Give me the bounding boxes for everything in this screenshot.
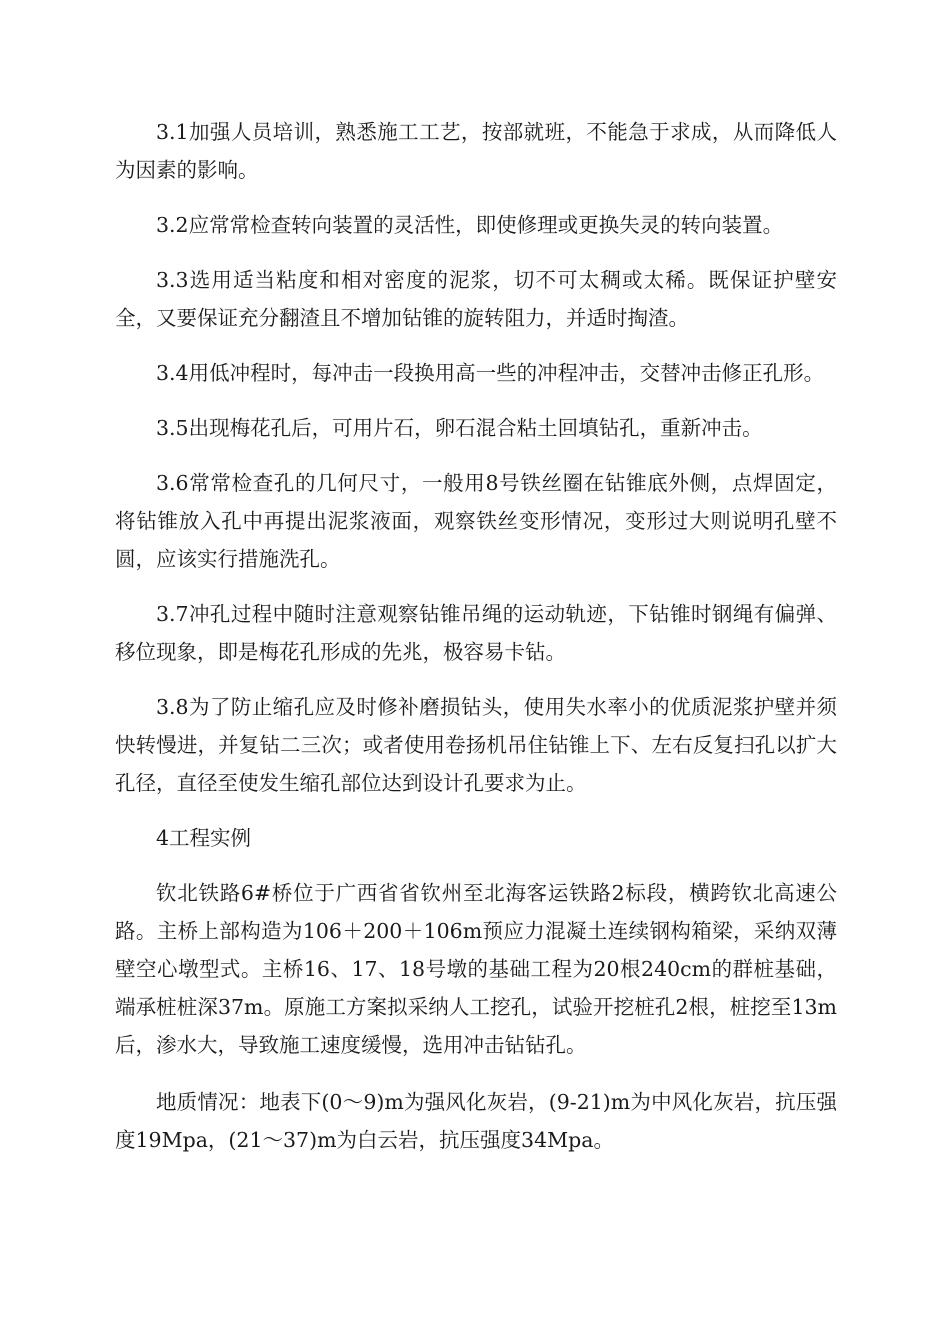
example-paragraph: 钦北铁路6#桥位于广西省省钦州至北海客运铁路2标段，横跨钦北高速公路。主桥上部构造为106＋200＋106m预应力混凝土连续钢构箱梁，采纳双薄壁空心墩型式。主桥16、17、18号墩的基础工程为20根240cm的群桩基础，端承桩桩深37m。原施工方案拟采纳人工挖孔，试验开挖桩孔2根，桩挖至13m后，渗水大，导致施工速度缓慢，选用冲击钻钻孔。 (115, 881, 837, 1057)
section-heading: 4工程实例 (156, 826, 252, 850)
paragraph-3-5: 3.5出现梅花孔后，可用片石，卵石混合粘土回填钻孔，重新冲击。 (156, 416, 763, 440)
document-body (115, 113, 837, 1176)
paragraph-3-6: 3.6常常检查孔的几何尺寸，一般用8号铁丝圈在钻锥底外侧，点焊固定，将钻锥放入孔中再提出泥浆液面，观察铁丝变形情况，变形过大则说明孔壁不圆，应该实行措施洗孔。 (115, 471, 837, 571)
paragraph-3-4: 3.4用低冲程时，每冲击一段换用高一些的冲程冲击，交替冲击修正孔形。 (156, 361, 825, 385)
paragraph-3-3: 3.3选用适当粘度和相对密度的泥浆，切不可太稠或太稀。既保证护壁安全，又要保证充分翻渣且不增加钻锥的旋转阻力，并适时掏渣。 (115, 268, 837, 330)
paragraph-3-2: 3.2应常常检查转向装置的灵活性，即使修理或更换失灵的转向装置。 (156, 213, 784, 237)
paragraph-3-7: 3.7冲孔过程中随时注意观察钻锥吊绳的运动轨迹，下钻锥时钢绳有偏弹、移位现象，即是梅花孔形成的先兆，极容易卡钻。 (115, 602, 837, 664)
paragraph-3-1: 3.1加强人员培训，熟悉施工工艺，按部就班，不能急于求成，从而降低人为因素的影响。 (115, 120, 837, 182)
geology-paragraph: 地质情况：地表下(0～9)m为强风化灰岩，(9-21)m为中风化灰岩，抗压强度19Mpa，(21～37)m为白云岩，抗压强度34Mpa。 (115, 1090, 837, 1152)
paragraph-3-8: 3.8为了防止缩孔应及时修补磨损钻头，使用失水率小的优质泥浆护壁并须快转慢进，并复钻二三次；或者使用卷扬机吊住钻锥上下、左右反复扫孔以扩大孔径，直径至使发生缩孔部位达到设计孔要求为止。 (115, 695, 837, 795)
